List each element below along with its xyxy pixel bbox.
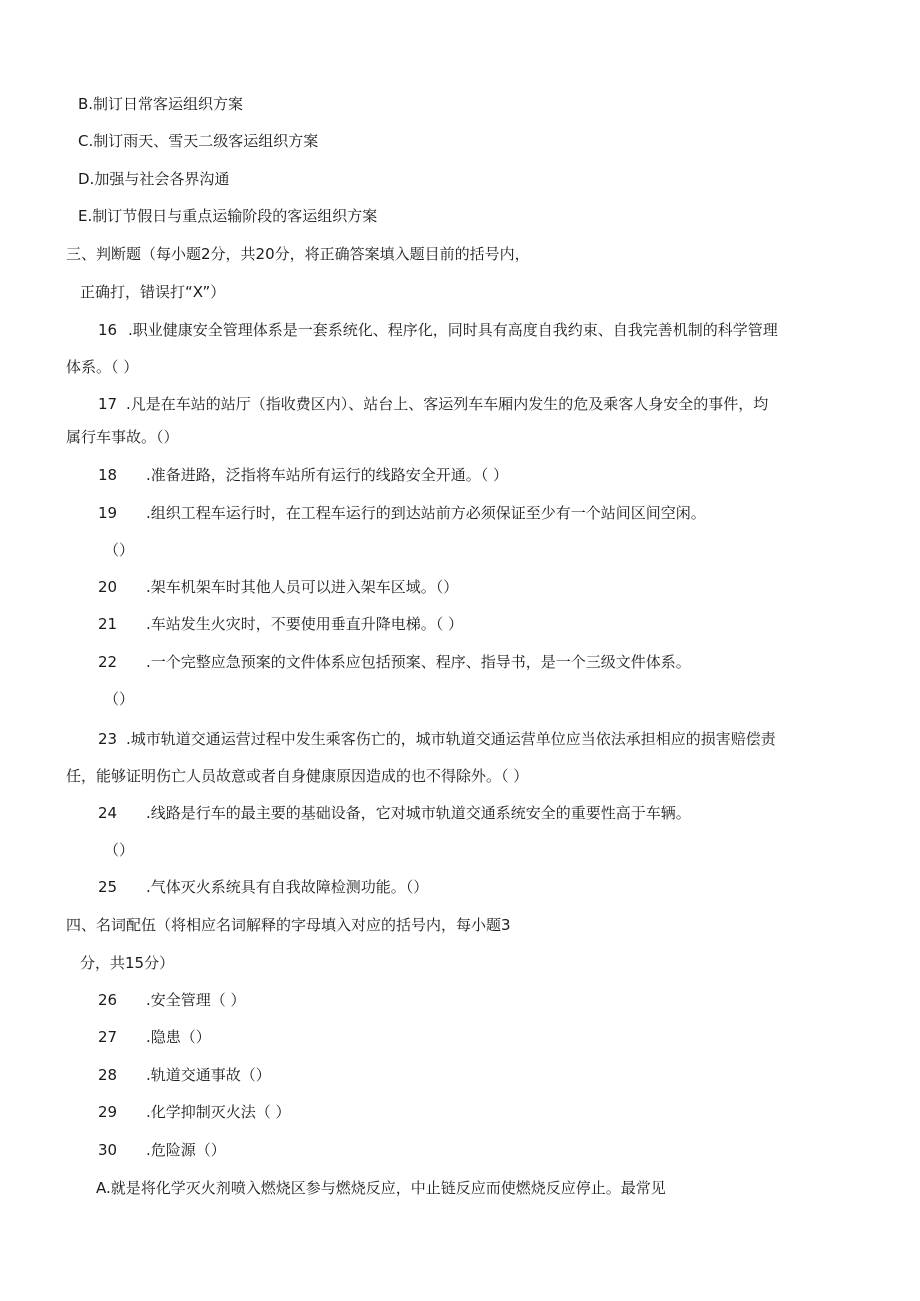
q27-text: .隐患（） [146, 1028, 211, 1046]
q16-number: 16 [98, 321, 118, 339]
q22-number: 22 [98, 653, 118, 671]
section3-heading-cont: 正确打，错误打“X”） [80, 283, 226, 301]
q24-number: 24 [98, 804, 118, 822]
answer-a: A.就是将化学灭火剂喷入燃烧区参与燃烧反应，中止链反应而使燃烧反应停止。最常见 [96, 1179, 666, 1197]
q22-cont: （） [104, 690, 135, 708]
q26-number: 26 [98, 991, 118, 1009]
q18-number: 18 [98, 466, 118, 484]
q18-text: .准备进路，泛指将车站所有运行的线路安全开通。（ ） [146, 466, 509, 484]
q19-text: .组织工程车运行时，在工程车运行的到达站前方必须保证至少有一个站间区间空闲。 [146, 504, 706, 522]
option-c: C.制订雨天、雪天二级客运组织方案 [78, 132, 319, 150]
option-d: D.加强与社会各界沟通 [78, 170, 230, 188]
q19-number: 19 [98, 504, 118, 522]
q27-number: 27 [98, 1028, 118, 1046]
option-e: E.制订节假日与重点运输阶段的客运组织方案 [78, 207, 378, 225]
section4-heading-cont: 分，共15分） [80, 954, 175, 972]
q23-number: 23 [98, 730, 118, 748]
q23-cont: 任，能够证明伤亡人员故意或者自身健康原因造成的也不得除外。（ ） [66, 767, 529, 785]
q25-number: 25 [98, 878, 118, 896]
q22-text: .一个完整应急预案的文件体系应包括预案、程序、指导书，是一个三级文件体系。 [146, 653, 691, 671]
q29-text: .化学抑制灭火法（ ） [146, 1103, 291, 1121]
q28-text: .轨道交通事故（） [146, 1066, 271, 1084]
section3-heading: 三、判断题（每小题2分，共20分，将正确答案填入题目前的括号内， [66, 245, 530, 263]
q24-text: .线路是行车的最主要的基础设备，它对城市轨道交通系统安全的重要性高于车辆。 [146, 804, 691, 822]
q24-cont: （） [104, 841, 135, 859]
q21-text: .车站发生火灾时，不要使用垂直升降电梯。（ ） [146, 615, 464, 633]
q30-number: 30 [98, 1141, 118, 1159]
section4-heading: 四、名词配伍（将相应名词解释的字母填入对应的括号内，每小题3 [66, 916, 511, 934]
q30-text: .危险源（） [146, 1141, 226, 1159]
q20-text: .架车机架车时其他人员可以进入架车区域。（） [146, 578, 459, 596]
q25-text: .气体灭火系统具有自我故障检测功能。（） [146, 878, 429, 896]
q21-number: 21 [98, 615, 118, 633]
q28-number: 28 [98, 1066, 118, 1084]
option-b: B.制订日常客运组织方案 [78, 95, 244, 113]
q20-number: 20 [98, 578, 118, 596]
q23-text: .城市轨道交通运营过程中发生乘客伤亡的，城市轨道交通运营单位应当依法承担相应的损害赔偿责 [126, 730, 776, 748]
q16-text: .职业健康安全管理体系是一套系统化、程序化，同时具有高度自我约束、自我完善机制的科学管理 [128, 321, 778, 339]
q16-cont: 体系。（ ） [66, 358, 139, 376]
q17-number: 17 [98, 395, 118, 413]
q17-cont: 属行车事故。（） [66, 428, 179, 446]
q17-text: .凡是在车站的站厅（指收费区内）、站台上、客运列车车厢内发生的危及乘客人身安全的事件，均 [126, 395, 769, 413]
q19-cont: （） [104, 541, 135, 559]
q26-text: .安全管理（ ） [146, 991, 246, 1009]
q29-number: 29 [98, 1103, 118, 1121]
